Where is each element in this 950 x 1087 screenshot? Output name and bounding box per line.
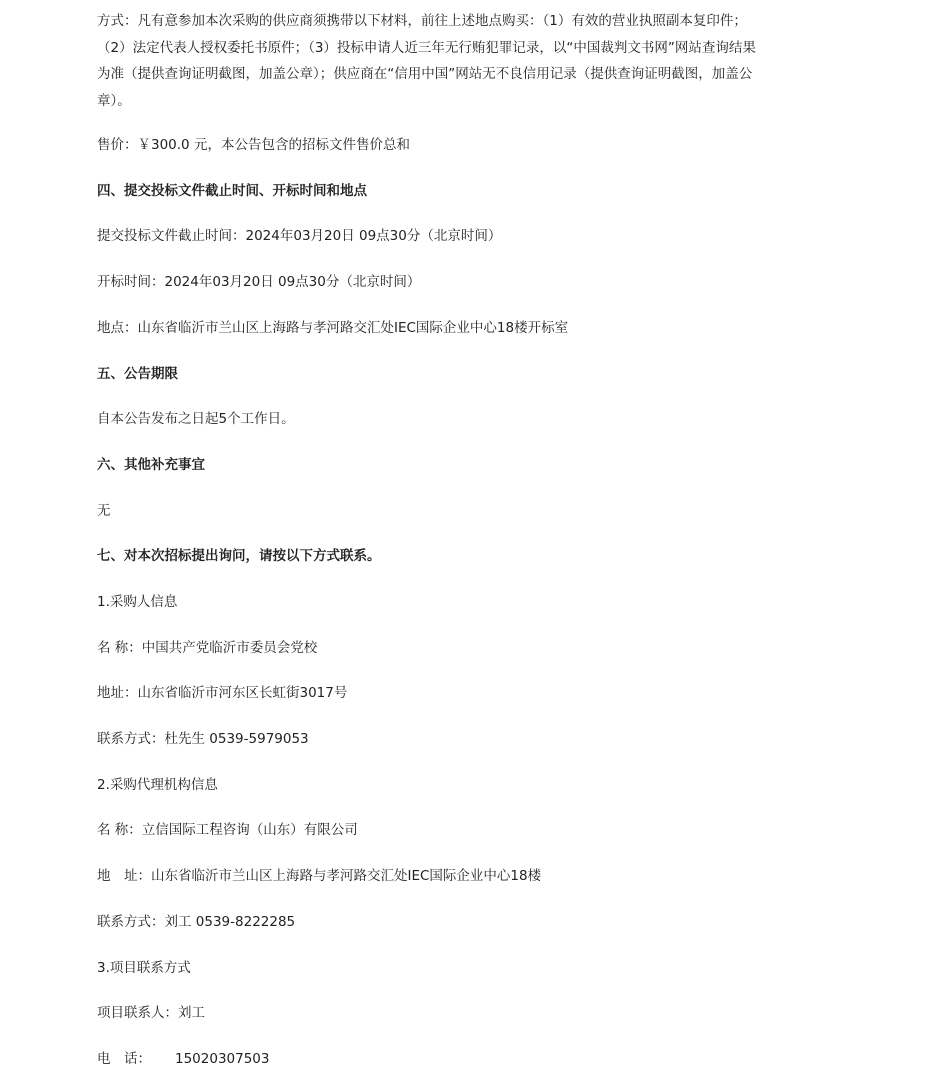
purchaser-name: 名 称：中国共产党临沂市委员会党校 (97, 640, 318, 656)
agency-name: 名 称：立信国际工程咨询（山东）有限公司 (97, 822, 358, 838)
project-contact-person: 项目联系人：刘工 (97, 1005, 205, 1021)
agency-contact: 联系方式：刘工 0539-8222285 (97, 914, 296, 930)
announcement-period: 自本公告发布之日起5个工作日。 (97, 411, 295, 427)
price-line: 售价：￥300.0 元，本公告包含的招标文件售价总和 (97, 137, 410, 153)
section-5-heading: 五、公告期限 (97, 366, 178, 382)
project-phone-line (97, 1049, 269, 1069)
project-phone-label: 电 话： (97, 1051, 151, 1067)
purchaser-info-title: 1.采购人信息 (97, 594, 178, 610)
bid-deadline: 提交投标文件截止时间：2024年03月20日 09点30分（北京时间） (97, 228, 502, 244)
purchaser-contact: 联系方式：杜先生 0539-5979053 (97, 731, 309, 747)
supplementary-matters: 无 (97, 503, 111, 519)
project-phone-number: 15020307503 (175, 1051, 270, 1067)
section-7-heading: 七、对本次招标提出询问，请按以下方式联系。 (97, 548, 381, 564)
bid-opening-time: 开标时间：2024年03月20日 09点30分（北京时间） (97, 274, 421, 290)
project-contact-title: 3.项目联系方式 (97, 960, 191, 976)
agency-info-title: 2.采购代理机构信息 (97, 777, 218, 793)
purchase-method-paragraph: 方式：凡有意参加本次采购的供应商须携带以下材料，前往上述地点购买：（1）有效的营业执照副本复印件；（2）法定代表人授权委托书原件；（3）投标申请人近三年无行贿犯罪记录，以“中国裁判文书网”网站查询结果为准（提供查询证明截图，加盖公章）；供应商在“信用中国”网站无不良信用记录（提供查询证明截图，加盖公章）。 (97, 13, 756, 109)
announcement-document (97, 8, 757, 114)
section-6-heading: 六、其他补充事宜 (97, 457, 205, 473)
purchaser-address: 地址：山东省临沂市河东区长虹街3017号 (97, 685, 348, 701)
section-4-heading: 四、提交投标文件截止时间、开标时间和地点 (97, 183, 367, 199)
agency-address: 地 址：山东省临沂市兰山区上海路与孝河路交汇处IEC国际企业中心18楼 (97, 868, 542, 884)
bid-opening-location: 地点：山东省临沂市兰山区上海路与孝河路交汇处IEC国际企业中心18楼开标室 (97, 320, 569, 336)
